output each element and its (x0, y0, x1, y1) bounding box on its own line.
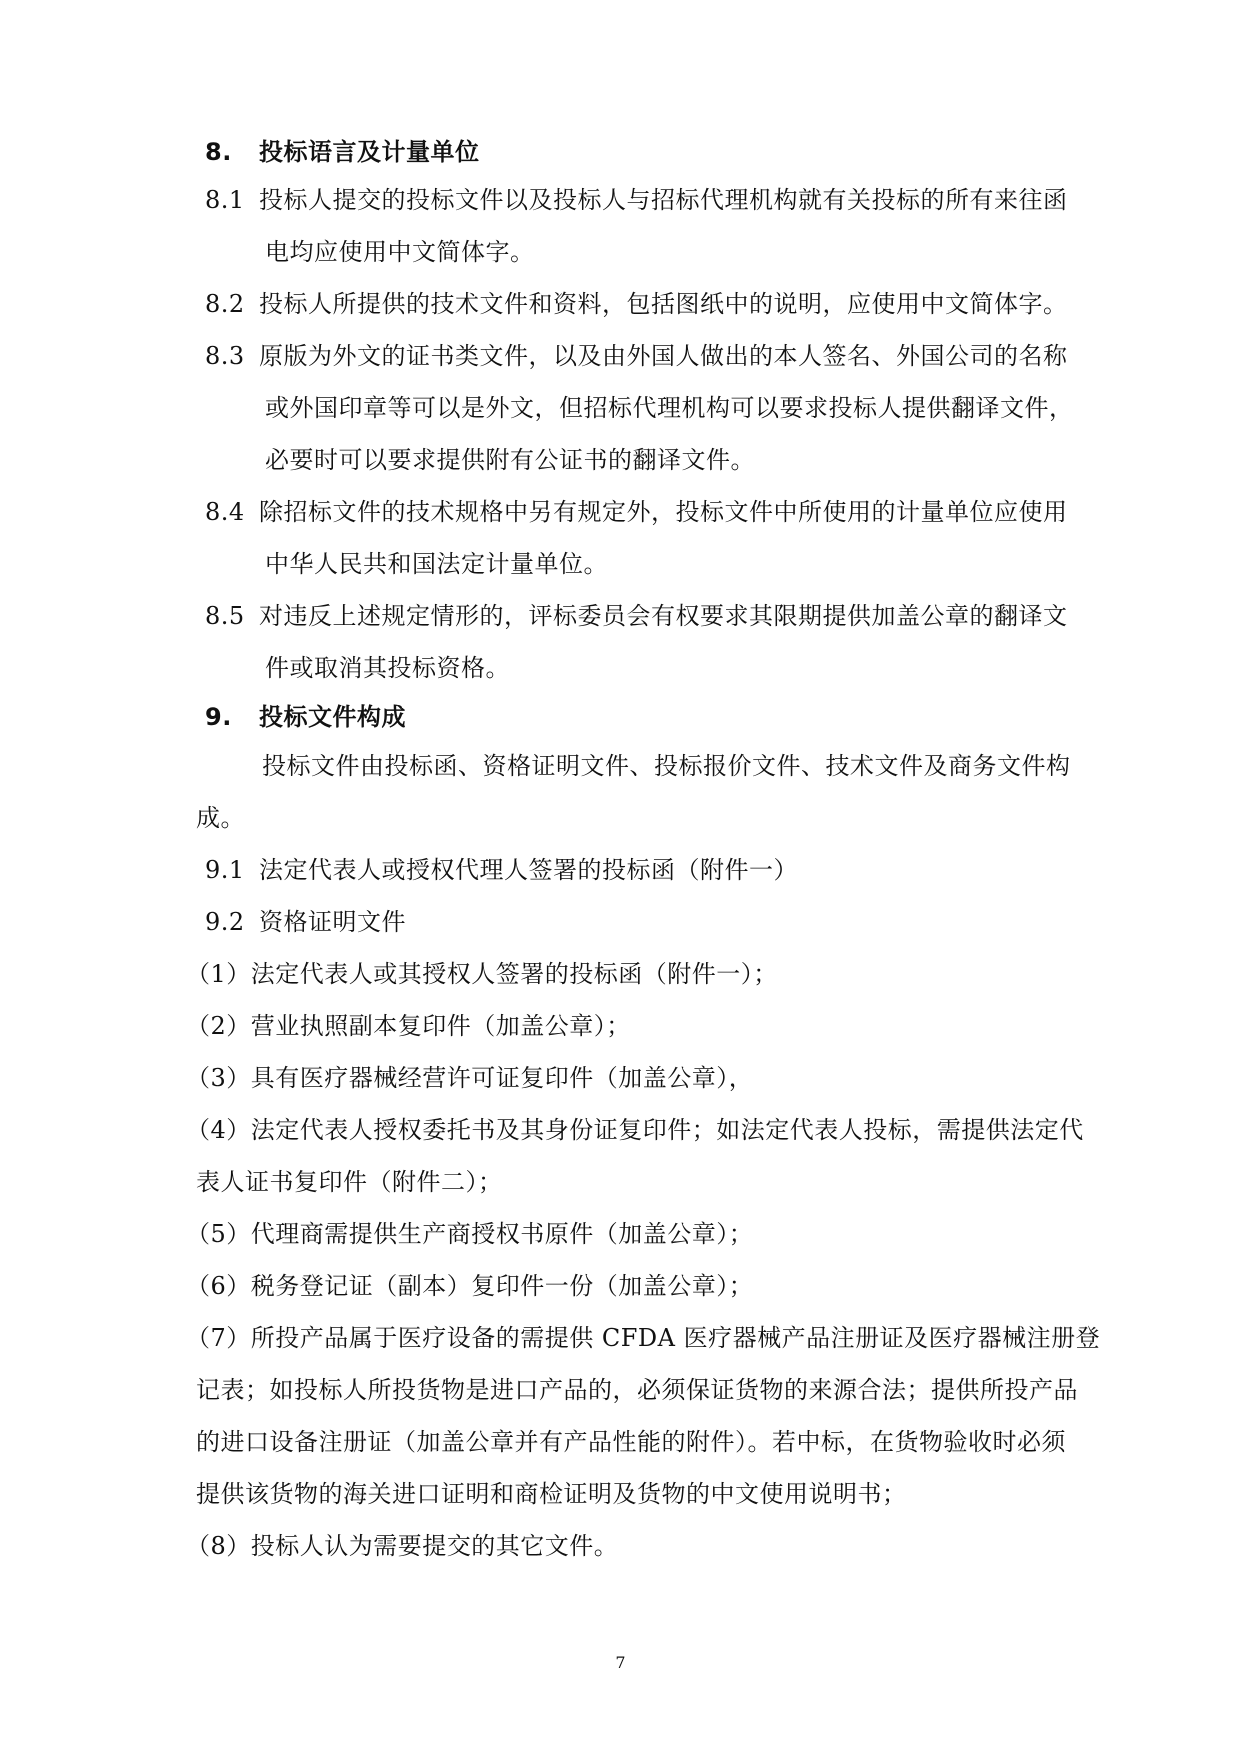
list-item-6 (186, 1270, 753, 1302)
list-item-7 (186, 1322, 1100, 1354)
list-item-text: 的进口设备注册证（加盖公章并有产品性能的附件）。若中标，在货物验收时必须 (196, 1428, 1066, 1456)
list-item-7-cont (196, 1426, 1066, 1458)
clause-8-1 (205, 184, 1068, 216)
list-item-text: （2）营业执照副本复印件（加盖公章）； (186, 1012, 631, 1040)
clause-8-3-cont (265, 444, 755, 476)
clause-text: 资格证明文件 (259, 908, 406, 936)
section-8-heading (205, 136, 480, 168)
clause-number: 8.2 (205, 290, 245, 318)
clause-text: 件或取消其投标资格。 (265, 654, 510, 682)
list-item-4 (186, 1114, 1084, 1146)
clause-8-4-cont (265, 548, 608, 580)
section-9-heading (205, 701, 406, 733)
section-9-intro (262, 750, 1071, 782)
clause-8-3 (205, 340, 1068, 372)
clause-text: 除招标文件的技术规格中另有规定外，投标文件中所使用的计量单位应使用 (259, 498, 1068, 526)
page-number: 7 (615, 1653, 626, 1672)
list-item-text: （6）税务登记证（副本）复印件一份（加盖公章）； (186, 1272, 754, 1300)
clause-number: 8.5 (205, 602, 245, 630)
clause-text: 中华人民共和国法定计量单位。 (265, 550, 608, 578)
clause-number: 9.2 (205, 908, 245, 936)
clause-8-4 (205, 496, 1068, 528)
list-item-text: （4）法定代表人授权委托书及其身份证复印件；如法定代表人投标，需提供法定代 (186, 1116, 1084, 1144)
list-item-text: （7）所投产品属于医疗设备的需提供 CFDA 医疗器械产品注册证及医疗器械注册登 (186, 1324, 1101, 1352)
clause-8-5 (205, 600, 1068, 632)
intro-text: 投标文件由投标函、资格证明文件、投标报价文件、技术文件及商务文件构 (262, 752, 1071, 780)
section-9-number: 9. (205, 703, 232, 731)
section-8-title: 投标语言及计量单位 (259, 138, 480, 166)
list-item-4-cont (196, 1166, 503, 1198)
clause-text: 电均应使用中文简体字。 (265, 238, 535, 266)
list-item-text: 记表；如投标人所投货物是进口产品的，必须保证货物的来源合法；提供所投产品 (196, 1376, 1078, 1404)
clause-text: 或外国印章等可以是外文，但招标代理机构可以要求投标人提供翻译文件， (265, 394, 1074, 422)
list-item-text: （8）投标人认为需要提交的其它文件。 (186, 1532, 619, 1560)
section-8-number: 8. (205, 138, 232, 166)
list-item-text: （3）具有医疗器械经营许可证复印件（加盖公章）， (186, 1064, 754, 1092)
clause-number: 8.1 (205, 186, 245, 214)
clause-number: 8.3 (205, 342, 245, 370)
intro-text: 成。 (196, 804, 245, 832)
clause-8-1-cont (265, 236, 535, 268)
clause-text: 投标人所提供的技术文件和资料，包括图纸中的说明，应使用中文简体字。 (259, 290, 1068, 318)
list-item-1 (186, 958, 778, 990)
section-9-title: 投标文件构成 (259, 703, 406, 731)
list-item-5 (186, 1218, 753, 1250)
clause-9-1 (205, 854, 798, 886)
list-item-text: （5）代理商需提供生产商授权书原件（加盖公章）； (186, 1220, 754, 1248)
clause-8-2 (205, 288, 1068, 320)
clause-text: 投标人提交的投标文件以及投标人与招标代理机构就有关投标的所有来往函 (259, 186, 1068, 214)
clause-number: 9.1 (205, 856, 245, 884)
clause-text: 对违反上述规定情形的，评标委员会有权要求其限期提供加盖公章的翻译文 (259, 602, 1068, 630)
list-item-8 (186, 1530, 618, 1562)
clause-text: 必要时可以要求提供附有公证书的翻译文件。 (265, 446, 755, 474)
list-item-text: 表人证书复印件（附件二）； (196, 1168, 503, 1196)
section-9-intro-cont (196, 802, 245, 834)
list-item-text: 提供该货物的海关进口证明和商检证明及货物的中文使用说明书； (196, 1480, 907, 1508)
clause-text: 法定代表人或授权代理人签署的投标函（附件一） (259, 856, 798, 884)
clause-8-3-cont (265, 392, 1074, 424)
clause-9-2 (205, 906, 406, 938)
list-item-3 (186, 1062, 753, 1094)
list-item-7-cont (196, 1478, 907, 1510)
clause-text: 原版为外文的证书类文件，以及由外国人做出的本人签名、外国公司的名称 (259, 342, 1068, 370)
clause-number: 8.4 (205, 498, 245, 526)
clause-8-5-cont (265, 652, 510, 684)
list-item-2 (186, 1010, 631, 1042)
list-item-7-cont (196, 1374, 1078, 1406)
list-item-text: （1）法定代表人或其授权人签署的投标函（附件一）； (186, 960, 778, 988)
